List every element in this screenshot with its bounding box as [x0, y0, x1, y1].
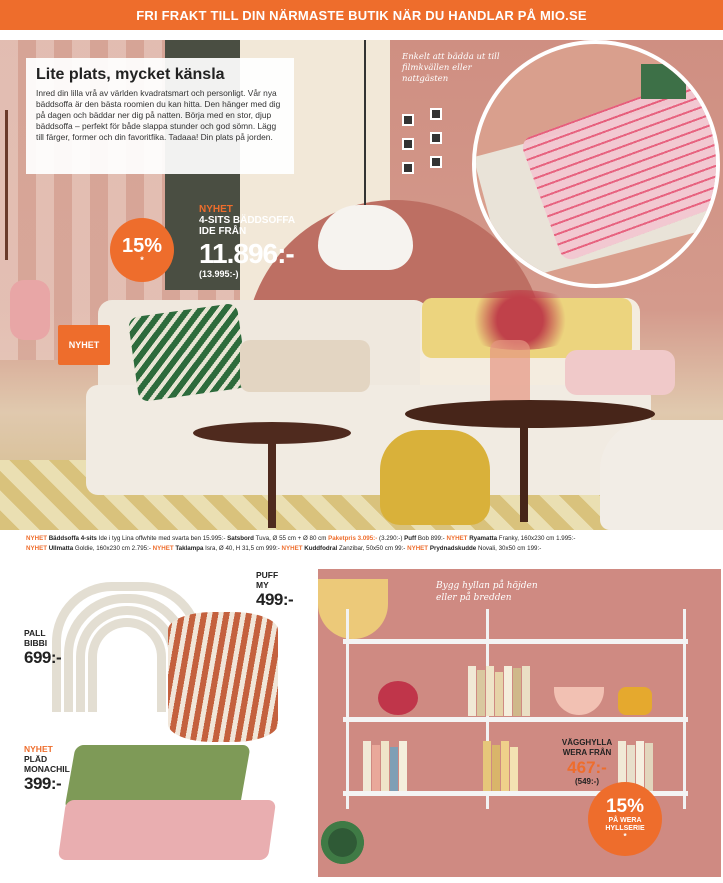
- shelf-board: [343, 717, 688, 722]
- pink-pillow: [565, 350, 675, 395]
- caption-new: NYHET: [26, 535, 47, 542]
- pall-name-line1: PALL: [24, 628, 46, 638]
- caption-name: Bäddsoffa 4-sits: [48, 535, 97, 542]
- gold-figurine: [618, 687, 652, 715]
- discount-percent: 15%: [121, 234, 163, 257]
- plad-name-line2: MONACHIL: [24, 764, 70, 774]
- wall-photos: [400, 108, 470, 188]
- plad-pink-image: [58, 800, 276, 860]
- side-table-small: [193, 422, 351, 444]
- caption-desc: Franky, 160x230 cm 1.995:-: [498, 535, 576, 542]
- caption-new: NYHET: [26, 545, 47, 552]
- caption-desc: Ide i tyg Lina offwhite med svarta ben 15.995:-: [98, 535, 226, 542]
- wera-discount-badge: [588, 782, 662, 856]
- puff-name-line1: PUFF: [256, 570, 279, 580]
- shelf-board: [343, 639, 688, 644]
- caption-name: Taklampa: [175, 545, 204, 552]
- caption-desc: Zanzibar, 50x50 cm 99:-: [338, 545, 406, 552]
- puff-price: 499:-: [256, 590, 294, 609]
- new-label: NYHET: [199, 204, 233, 215]
- bed-mode-inset-photo: [472, 40, 720, 288]
- product-price: 11.896:-: [199, 238, 294, 269]
- table-leg: [520, 422, 528, 522]
- pink-bowl: [554, 687, 604, 715]
- pall-bibbi-label[interactable]: [24, 628, 61, 667]
- caption-desc: Bob 899:-: [417, 535, 445, 542]
- shelf-name-line1: VÄGGHYLLA: [561, 738, 613, 747]
- caption-desc: Novali, 30x50 cm 199:-: [477, 545, 542, 552]
- sofa-handwritten-note: Enkelt att bädda ut till filmkvällen eller nattgästen: [402, 52, 500, 84]
- plant: [320, 815, 365, 870]
- product-name-line1: 4-SITS BÄDDSOFFA: [199, 215, 296, 226]
- caption-name: Satsbord: [227, 535, 254, 542]
- product-caption: [26, 534, 716, 554]
- red-ornament: [378, 681, 418, 715]
- shelf-price: 467:-: [567, 758, 607, 777]
- plad-price: 399:-: [24, 774, 62, 793]
- wera-discount-percent: 15%: [605, 796, 645, 817]
- caption-new: NYHET: [281, 545, 303, 552]
- pall-price: 699:-: [24, 648, 62, 667]
- puff-my-label[interactable]: [256, 570, 293, 609]
- caption-desc: Isra, Ø 40, H 31,5 cm 999:-: [205, 545, 280, 552]
- nyhet-tag: NYHET: [58, 325, 110, 365]
- caption-desc: Tuva, Ø 55 cm + Ø 80 cm: [255, 535, 327, 542]
- yellow-puff: [380, 430, 490, 525]
- green-pillow: [641, 64, 686, 99]
- caption-new: NYHET: [446, 535, 468, 542]
- wera-badge-star: *: [623, 832, 627, 841]
- books: [363, 741, 408, 791]
- pink-chair: [10, 280, 50, 340]
- shelf-photo: [318, 569, 721, 877]
- intro-copy: [26, 58, 294, 174]
- books: [483, 741, 519, 791]
- ceiling-lamp: [318, 205, 413, 270]
- plad-monachil-label[interactable]: [24, 744, 70, 793]
- product-old-price: (13.995:-): [199, 269, 239, 279]
- caption-name: Ryamatta: [469, 535, 498, 542]
- caption-name: Puff: [404, 535, 417, 542]
- pall-name-line2: BIBBI: [24, 638, 48, 648]
- shelf-name-line2: WERA FRÅN: [562, 748, 612, 757]
- plad-new-label: NYHET: [24, 744, 53, 754]
- caption-package-price: Paketpris 3.095:-: [328, 535, 378, 542]
- armchair: [600, 420, 723, 530]
- puff-name-line2: MY: [256, 580, 269, 590]
- hero-body: Inred din lilla vrå av världen kvadratsmart och personligt. Vår nya bäddsoffa är den bästa roomien du kan hitta. Den hänger med dig på dagen och bäddar ner dig på natten. Börja med en stor, djup bäddsoffa – perfekt för både slappa stunder och god sömn. Lägg till färger, former och din favoritfika. Tadaaa! Din plats på jorden.: [36, 88, 281, 142]
- side-table-large: [405, 400, 655, 428]
- discount-star: *: [140, 254, 144, 265]
- sofa-price-block[interactable]: [199, 204, 295, 279]
- discount-badge: [110, 218, 174, 282]
- lamp-cord: [364, 40, 366, 205]
- hero-heading: Lite plats, mycket känsla: [36, 66, 225, 83]
- caption-name: Ullmatta: [48, 545, 74, 552]
- free-shipping-banner[interactable]: FRI FRAKT TILL DIN NÄRMASTE BUTIK NÄR DU HANDLAR PÅ MIO.SE: [0, 0, 723, 30]
- caption-desc: Goldie, 160x230 cm 2.795:-: [74, 545, 151, 552]
- wera-badge-line2: HYLLSERIE: [605, 825, 645, 832]
- puff-my-image: [168, 612, 278, 742]
- caption-new: NYHET: [407, 545, 429, 552]
- product-name-line2: IDE FRÅN: [199, 226, 247, 237]
- caption-name: Kuddfodral: [304, 545, 338, 552]
- caption-new: NYHET: [152, 545, 174, 552]
- caption-name: Prydnadskudde: [429, 545, 477, 552]
- shelf-price-block[interactable]: [552, 738, 622, 786]
- caption-desc: (3.290:-): [379, 535, 403, 542]
- beige-pillow: [240, 340, 370, 392]
- lampshade: [318, 579, 388, 639]
- green-pillow: [128, 303, 249, 402]
- wera-badge-line1: PÅ WERA: [608, 817, 642, 824]
- table-leg: [268, 438, 276, 528]
- books: [468, 666, 531, 716]
- plad-name-line1: PLÄD: [24, 754, 48, 764]
- shelf-handwritten-note: Bygg hyllan på höjden eller på bredden: [436, 581, 538, 603]
- shelf-old-price: (549:-): [574, 777, 599, 786]
